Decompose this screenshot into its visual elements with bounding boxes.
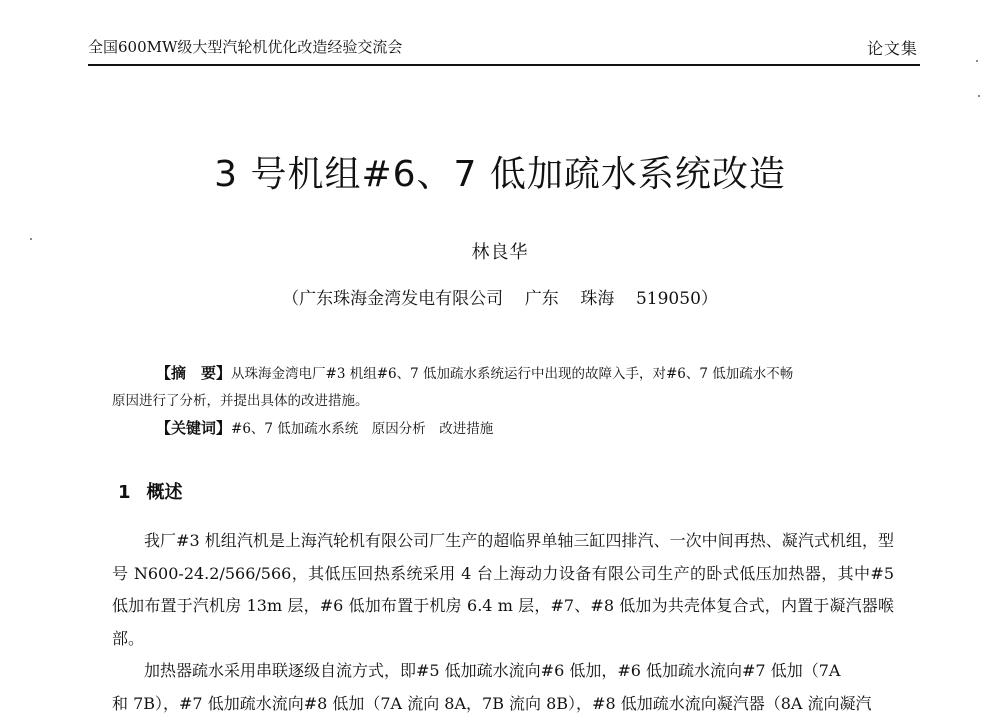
affiliation-zip: 519050 [636, 289, 701, 309]
paragraph-cutoff [112, 688, 894, 720]
section-number: 1 [118, 482, 131, 503]
author-name: 林良华 [0, 238, 1000, 264]
body-line: 我厂#3 机组汽机是上海汽轮机有限公司厂生产的超临界单轴三缸四排汽、一次中间再热、凝汽 [144, 531, 814, 550]
body-line: 加热器疏水采用串联逐级自流方式，即#5 低加疏水流向#6 低加，#6 低加疏水流向#7 低加（7A [144, 661, 840, 680]
section-heading [118, 478, 183, 504]
abstract-line [112, 388, 892, 415]
affiliation-province: 广东 [525, 289, 559, 309]
section-title: 概述 [147, 482, 183, 503]
body-line: 式机组，型号 N600-24.2/566/566，其低压回热系统采用 4 台上海动力设备有限公司生产的卧式低 [112, 531, 894, 583]
keywords-label: 【关键词】 [156, 419, 231, 437]
affiliation-open-paren: （ [282, 289, 299, 309]
paragraph [112, 525, 894, 655]
body-line: 复合式，内置于凝汽器喉部。 [112, 596, 894, 648]
abstract-text-1: 从珠海金湾电厂#3 机组#6、7 低加疏水系统运行中出现的故障入手，对#6、7 低加疏水不畅 [231, 366, 793, 382]
abstract-line [112, 360, 892, 388]
abstract-text-2: 原因进行了分析，并提出具体的改进措施。 [112, 393, 369, 409]
scan-speck [976, 60, 978, 62]
paragraph [112, 655, 894, 688]
header-rule [88, 64, 920, 66]
abstract-block [112, 360, 892, 443]
collection-name: 论文集 [867, 36, 918, 59]
body-line: 压加热器，其中#5 低加布置于汽机房 13m 层，#6 低加布置于机房 6.4 m 层，#7、#8 低加为共壳体 [112, 564, 894, 616]
conference-name: 全国600MW级大型汽轮机优化改造经验交流会 [88, 36, 402, 57]
author-affiliation [0, 284, 1000, 309]
scan-speck [978, 95, 980, 97]
keywords-text: #6、7 低加疏水系统 原因分析 改进措施 [231, 421, 493, 437]
paper-title: 3 号机组#6、7 低加疏水系统改造 [0, 146, 1000, 197]
affiliation-close-paren: ） [701, 289, 718, 309]
affiliation-city: 珠海 [580, 289, 614, 309]
affiliation-org: 广东珠海金湾发电有限公司 [299, 289, 503, 309]
body-line: 和 7B），#7 低加疏水流向#8 低加（7A 流向 8A，7B 流向 8B），#8 低加疏水流向凝汽器（8A 流向凝汽 [112, 694, 872, 713]
body-text [112, 525, 894, 720]
running-header [88, 36, 918, 64]
keywords-line [112, 415, 892, 443]
scan-speck [30, 238, 32, 240]
abstract-label: 【摘 要】 [156, 364, 231, 382]
